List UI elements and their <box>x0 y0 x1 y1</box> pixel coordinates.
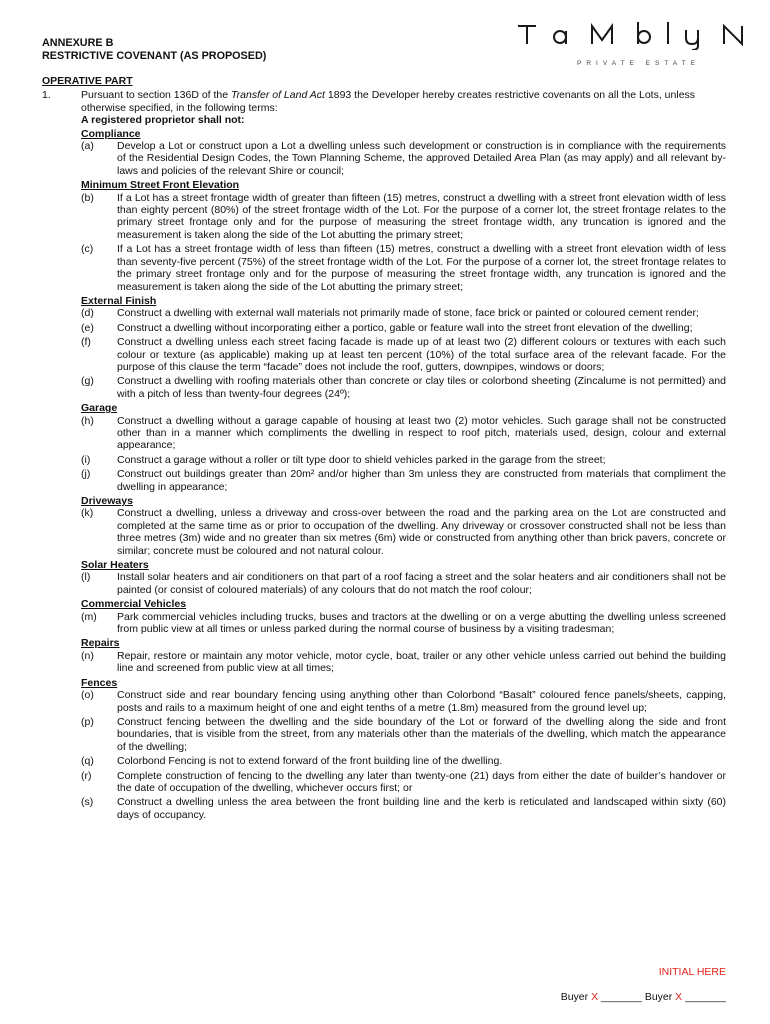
covenant-item <box>81 571 726 596</box>
covenant-title: RESTRICTIVE COVENANT (AS PROPOSED) <box>42 50 267 62</box>
covenant-item <box>81 322 726 334</box>
covenant-item-label: (q) <box>81 755 94 768</box>
buyer2-line[interactable]: _______ <box>685 991 726 1003</box>
covenant-item-text: Construct fencing between the dwelling and the side boundary of the Lot or forward of the dwelling along the side and front boundaries, that is visible from the street, from any materials other than the materials of the dwelling, which match the appearance of the dwelling; <box>117 715 726 753</box>
covenant-item <box>81 650 726 675</box>
buyer2-x: X <box>675 991 683 1003</box>
operative-part-title: OPERATIVE PART <box>42 75 133 87</box>
covenant-item-text: Construct a dwelling without a garage capable of housing at least two (2) motor vehicles. Such garage shall not be constructed other than in a manner which compliments the dwelling in respect to roof pitch, materials used, design, colour and external appearance; <box>117 414 726 452</box>
covenant-item-label: (a) <box>81 140 94 153</box>
covenant-item-text: Construct a dwelling with external wall materials not primarily made of stone, face brick or painted or coloured cement render; <box>117 307 699 320</box>
covenant-item-text: Park commercial vehicles including trucks, buses and tractors at the dwelling or on a verge abutting the dwelling unless screened from public view at all times or unless parked during the normal course of business by a visiting tradesman; <box>117 610 726 636</box>
covenant-item <box>81 307 726 319</box>
clause-number: 1. <box>42 89 51 102</box>
covenant-item-text: Construct out buildings greater than 20m² and/or higher than 3m unless they are constructed from materials that compliment the dwelling in appearance; <box>117 468 726 493</box>
covenant-item-text: If a Lot has a street frontage width of less than fifteen (15) metres, construct a dwelling with a street front elevation width of less than seventy-five percent (75%) of the street frontage width of the Lot. For the purpose of a corner lot, the street frontage relates to the primary street frontage only and for the purpose of measuring the street frontage width, any truncation is ignored and the measurement is taken along the side of the Lot abutting the primary street; <box>117 243 726 293</box>
covenant-item-text: Complete construction of fencing to the dwelling any later than twenty-one (21) days from either the date of builder’s handover or the date of occupation of the dwelling, whichever occurs first; or <box>117 769 726 794</box>
document-header <box>42 37 266 63</box>
covenant-item-label: (m) <box>81 610 97 623</box>
section-heading: Driveways <box>81 495 133 507</box>
initial-here-label: INITIAL HERE <box>658 966 726 978</box>
clause-1 <box>42 89 726 114</box>
covenant-item <box>81 796 726 821</box>
covenant-item <box>81 243 726 293</box>
section-heading: External Finish <box>81 294 157 307</box>
section-heading: Fences <box>81 676 118 689</box>
covenant-item <box>81 755 726 767</box>
covenant-item-label: (e) <box>81 321 94 334</box>
covenant-item-label: (f) <box>81 336 91 349</box>
section-heading: Commercial Vehicles <box>81 598 187 611</box>
covenant-item <box>81 611 726 636</box>
covenant-item-label: (l) <box>81 571 91 584</box>
covenant-item-text: Install solar heaters and air conditioners on that part of a roof facing a street and the solar heaters and air conditioners shall not be painted (or consist of coloured materials) of any colours that do not match the roof colour; <box>117 571 726 596</box>
covenant-item <box>81 507 726 557</box>
covenant-item <box>81 716 726 753</box>
covenant-sections <box>81 128 726 822</box>
covenant-item-label: (d) <box>81 307 94 320</box>
covenant-item-text: Develop a Lot or construct upon a Lot a dwelling unless such development or construction is in compliance with the requirements of the Residential Design Codes, the Town Planning Scheme, the approved Detailed Area Plan (as may apply) and all relevant by-laws and policies of the relevant Shire or council; <box>117 140 726 177</box>
covenant-item-label: (r) <box>81 769 92 782</box>
covenant-item-label: (j) <box>81 468 91 481</box>
covenant-item <box>81 415 726 452</box>
section-heading: Solar Heaters <box>81 559 149 572</box>
tamblyn-logo <box>516 18 756 70</box>
annexure-title: ANNEXURE B <box>42 37 114 49</box>
covenant-item <box>81 454 726 466</box>
buyer1-line[interactable]: _______ <box>601 991 642 1003</box>
covenant-item-text: Colorbond Fencing is not to extend forward of the front building line of the dwelling. <box>117 755 503 768</box>
covenant-item <box>81 375 726 400</box>
covenant-item <box>81 770 726 795</box>
clause-lead: A registered proprietor shall not: <box>81 114 245 127</box>
clause-intro: Pursuant to section 136D of the Transfer of Land Act 1893 the Developer hereby creates restrictive covenants on all the Lots, unless otherwise specified, in the following terms: <box>81 89 696 114</box>
covenant-item <box>81 468 726 493</box>
covenant-item <box>81 192 726 242</box>
covenant-item-label: (n) <box>81 649 94 662</box>
logo-wordmark-graphic <box>516 18 756 50</box>
covenant-item <box>81 689 726 714</box>
buyer-initials <box>561 991 726 1003</box>
covenant-item-text: Construct a dwelling with roofing materials other than concrete or clay tiles or colorbond sheeting (Zincalume is not permitted) and with a pitch of less than twenty-four degrees (24º); <box>117 375 726 400</box>
covenant-item <box>81 336 726 373</box>
covenant-item-text: Construct a dwelling unless the area between the front building line and the kerb is reticulated and landscaped within sixty (60) days of occupancy. <box>117 796 726 821</box>
section-heading: Garage <box>81 402 118 415</box>
covenant-item-text: Construct a dwelling without incorporating either a portico, gable or feature wall into the street front elevation of the dwelling; <box>117 321 693 334</box>
covenant-item-label: (i) <box>81 453 91 466</box>
document-body <box>42 75 726 823</box>
covenant-item <box>81 140 726 177</box>
covenant-item-label: (s) <box>81 796 94 809</box>
covenant-item-label: (h) <box>81 414 94 427</box>
logo-subtitle: PRIVATE ESTATE <box>577 60 700 67</box>
covenant-item-label: (p) <box>81 715 94 728</box>
section-heading: Minimum Street Front Elevation <box>81 179 240 192</box>
covenant-item-text: Construct a dwelling, unless a driveway and cross-over between the road and the parking area on the Lot are constructed and completed at the same time as or prior to occupation of the dwelling. Any driveway or crossover constructed shall not be less than three metres (3m) wide and no greater than six metres (6m) wide or constructed from anything other than brick pavers, concrete or similar; concrete must be coloured and not natural colour. <box>117 507 726 557</box>
covenant-item-text: Construct a dwelling unless each street facing facade is made up of at least two (2) different colours or textures with each such colour or texture (as applicable) making up at least ten percent (10%) of the total surface area of the relevant facade. For the purpose of this clause the term “facade” does not include the roof, gutters, downpipes, windows or doors; <box>117 336 726 373</box>
covenant-item-text: Construct side and rear boundary fencing using anything other than Colorbond “Basalt” coloured fence panels/sheets, capping, posts and rails to a maximum height of one and eight tenths of a metre (1.8m) measured from the ground level up; <box>117 689 726 714</box>
covenant-item-label: (c) <box>81 243 94 256</box>
covenant-item-label: (o) <box>81 689 94 702</box>
covenant-item-label: (g) <box>81 375 94 388</box>
buyer2-label: Buyer <box>644 991 673 1003</box>
covenant-item-label: (k) <box>81 507 94 520</box>
buyer1-label: Buyer <box>560 991 589 1003</box>
logo-wordmark <box>516 18 756 56</box>
covenant-item-text: Construct a garage without a roller or tilt type door to shield vehicles parked in the garage from the street; <box>117 453 606 466</box>
section-heading: Repairs <box>81 637 120 650</box>
buyer1-x: X <box>591 991 599 1003</box>
covenant-item-label: (b) <box>81 191 94 204</box>
covenant-item-text: Repair, restore or maintain any motor vehicle, motor cycle, boat, trailer or any other vehicle unless carried out behind the building line and screened from public view at all times; <box>117 649 726 675</box>
section-heading: Compliance <box>81 127 141 140</box>
covenant-item-text: If a Lot has a street frontage width of greater than fifteen (15) metres, construct a dwelling with a street front elevation width of less than eighty percent (80%) of the street frontage width of the Lot. For the purpose of a corner lot, the street frontage relates to the primary street frontage only and for the purpose of measuring the street frontage width, any truncation is ignored and the measurement is taken along the side of the Lot abutting the primary street; <box>117 191 726 241</box>
